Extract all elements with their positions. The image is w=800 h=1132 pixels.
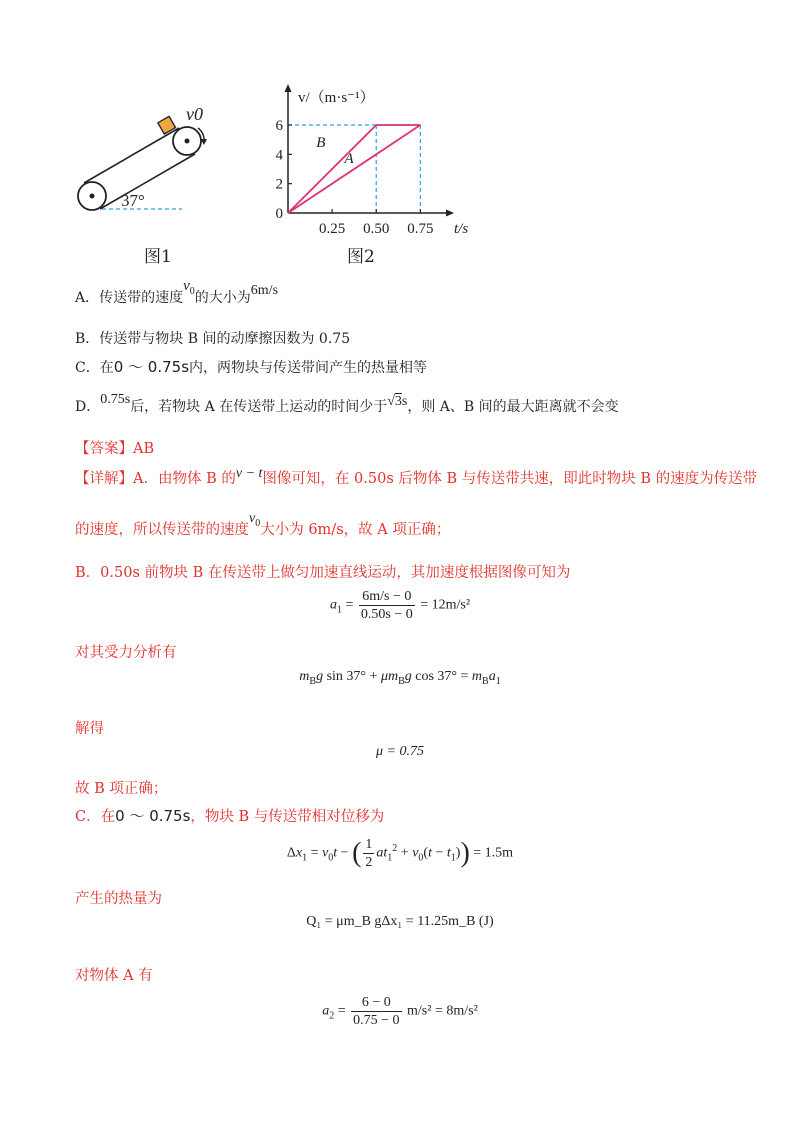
option-a (75, 278, 279, 309)
option-d-time: 0.75s (100, 392, 131, 407)
series-label-B: B (316, 135, 326, 151)
x-axis-arrow (446, 210, 454, 217)
figure-1-belt-diagram (60, 98, 230, 223)
figure-1-angle-label: 37° (121, 191, 145, 210)
figure-2-caption: 图2 (347, 247, 375, 267)
solution-b-line: B．0.50s 前物块 B 在传送带上做匀加速直线运动，其加速度根据图像可知为 (75, 565, 571, 581)
figure-1-speed-label: v0 (186, 104, 203, 124)
answer-label: 【答案】 (75, 441, 133, 457)
equation-heat: Q₁ = μm_B gΔx₁ = 11.25m_B (J) (306, 914, 494, 929)
solution-object-a-line: 对物体 A 有 (75, 968, 153, 984)
option-a-middle: 的大小为 (194, 290, 251, 306)
eq1-rhs: = 12m/s² (420, 597, 471, 613)
option-b: B．传送带与物块 B 间的动摩擦因数为 0.75 (75, 331, 351, 347)
x-axis-label: t/s (454, 221, 469, 237)
solution-heat-line: 产生的热量为 (75, 891, 162, 907)
eq5-numerator: 6 − 0 (351, 994, 401, 1012)
solution-a-line-1: 【详解】A．由物体 B 的v − t图像可知，在 0.50s 后物体 B 与传送带共速，即此时物块 B 的速度为传送带 (75, 466, 758, 487)
eq1-numerator: 6m/s − 0 (359, 588, 415, 606)
x-tick-label-0: 0.25 (318, 221, 346, 237)
x-tick-label-1: 0.50 (363, 221, 390, 237)
eq5-rhs: m/s² = 8m/s² (407, 1003, 478, 1019)
option-a-value: 6m/s (250, 283, 279, 298)
series-label-A: A (344, 151, 354, 168)
option-c-range: 0 ～ 0.75s (113, 358, 190, 376)
solution-b-correct: 故 B 项正确； (75, 781, 168, 797)
y-tick-label-0: 0 (275, 206, 283, 222)
equation-a2: $a_2$ = $\frac{6 - 0}{0.75 - 0}$ m/s² = 8m/s² (322, 995, 478, 1028)
answer-value: AB (133, 441, 155, 457)
equation-mu: μ = 0.75 (376, 744, 424, 759)
solution-force-line: 对其受力分析有 (75, 645, 177, 661)
solution-c-line: C．在0 ～ 0.75s，物块 B 与传送带相对位移为 (75, 807, 385, 825)
y-axis-label: v/（m·s⁻¹） (298, 90, 375, 106)
option-d-sqrt: √3s (387, 394, 408, 409)
eq5-denominator: 0.75 − 0 (353, 1013, 400, 1028)
option-d: D．0.75s后，若物块 A 在传送带上运动的时间少于√3s，则 A、B 间的最大距离就不会变 (75, 392, 619, 415)
solution-solve-line: 解得 (75, 721, 104, 737)
series-line-A (288, 125, 420, 213)
option-a-symbol: $v_0$ (183, 278, 195, 297)
eq1-denominator: 0.50s − 0 (360, 607, 413, 622)
solution-a-line-2: 的速度，所以传送带的速度$v_0$大小为 6m/s，故 A 项正确； (75, 511, 451, 538)
y-tick-label-6: 6 (275, 118, 283, 134)
y-tick-label-2: 2 (275, 176, 283, 193)
option-a-prefix: A．传送带的速度 (75, 290, 184, 306)
equation-delta-x: $\Delta x_1 = v_0t$ − ( $\frac{1}{2}$ $at_1^2 + v_0(t - t_1)) = 1.5m$ (286, 837, 514, 870)
answer-line (75, 437, 154, 458)
y-tick-label-4: 4 (275, 147, 283, 164)
x-tick-label-2: 0.75 (407, 221, 434, 237)
equation-force: $m_Bg$ $\sin 37^\circ + \mu m_Bg$ $\cos 37^\circ = m_Ba_1$ (299, 669, 501, 687)
eq3-rhs: = 1.5m (473, 845, 514, 861)
option-c: C．在0 ～ 0.75s内，两物块与传送带间产生的热量相等 (75, 358, 428, 376)
figure-2-vt-chart (270, 80, 469, 240)
equation-a1: $a_1$ = $\frac{6m/s - 0}{0.50s - 0}$ = 12m/s² (329, 589, 471, 622)
y-axis-arrow (285, 84, 292, 92)
figure-1-caption: 图1 (144, 247, 172, 267)
